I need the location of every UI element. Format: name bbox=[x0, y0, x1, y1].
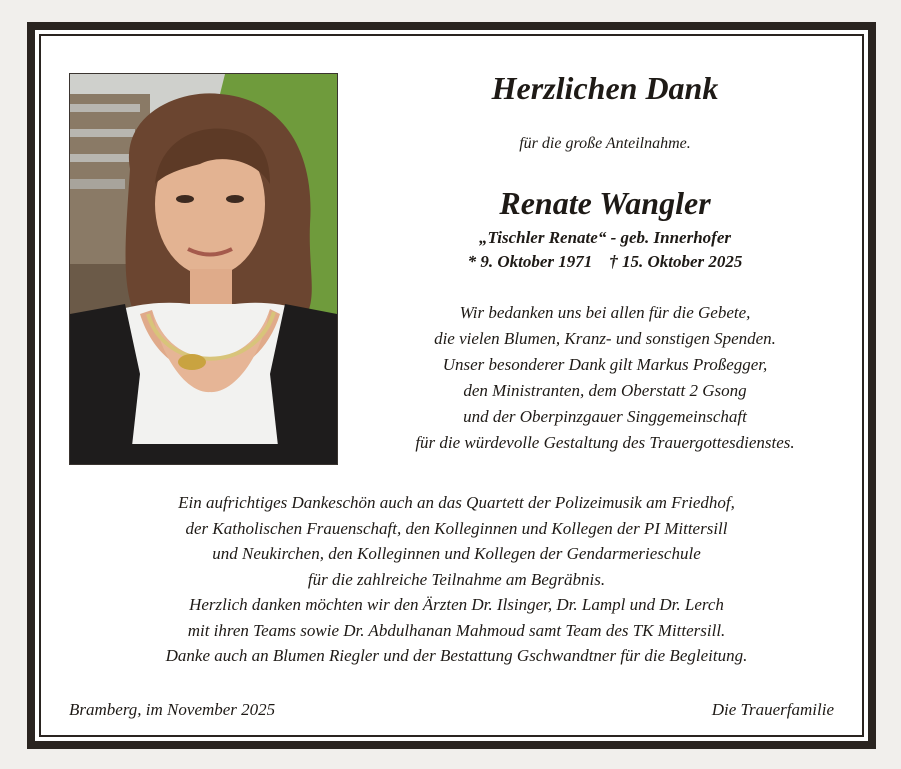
text-line: den Ministranten, dem Oberstatt 2 Gsong bbox=[463, 381, 747, 400]
place-date: Bramberg, im November 2025 bbox=[69, 700, 276, 719]
text-line: Unser besonderer Dank gilt Markus Proßegger, bbox=[442, 355, 768, 374]
text-line: und Neukirchen, den Kolleginnen und Kollegen der Gendarmerieschule bbox=[212, 544, 701, 563]
text-line: Wir bedanken uns bei allen für die Gebete, bbox=[459, 303, 751, 322]
deceased-name: Renate Wangler bbox=[499, 185, 711, 221]
text-line: für die zahlreiche Teilnahme am Begräbnis. bbox=[307, 569, 606, 589]
text-line: für die würdevolle Gestaltung des Trauergottesdienstes. bbox=[415, 433, 795, 452]
thanks-paragraph-2 bbox=[65, 490, 848, 669]
text-line: die vielen Blumen, Kranz- und sonstigen Spenden. bbox=[434, 329, 776, 348]
notice-frame bbox=[27, 22, 876, 749]
text-line: Danke auch an Blumen Riegler und der Bestattung Gschwandtner für die Begleitung. bbox=[165, 646, 748, 665]
life-dates: * 9. Oktober 1971 † 15. Oktober 2025 bbox=[467, 252, 743, 271]
thanks-paragraph-1 bbox=[350, 300, 860, 456]
portrait-photo bbox=[69, 73, 338, 465]
signature: Die Trauerfamilie bbox=[711, 700, 834, 719]
subheading: für die große Anteilnahme. bbox=[519, 135, 691, 152]
text-line: mit ihren Teams sowie Dr. Abdulhanan Mahmoud samt Team des TK Mittersill. bbox=[187, 620, 726, 640]
text-line: Herzlich danken möchten wir den Ärzten Dr. Ilsinger, Dr. Lampl und Dr. Lerch bbox=[189, 595, 724, 614]
deceased-nickname: „Tischler Renate“ - geb. Innerhofer bbox=[478, 228, 731, 247]
heading: Herzlichen Dank bbox=[491, 70, 719, 106]
text-line: Ein aufrichtiges Dankeschön auch an das Quartett der Polizeimusik am Friedhof, bbox=[178, 493, 735, 512]
text-line: der Katholischen Frauenschaft, den Kolleginnen und Kollegen der PI Mittersill bbox=[185, 518, 728, 538]
text-line: und der Oberpinzgauer Singgemeinschaft bbox=[463, 407, 747, 426]
